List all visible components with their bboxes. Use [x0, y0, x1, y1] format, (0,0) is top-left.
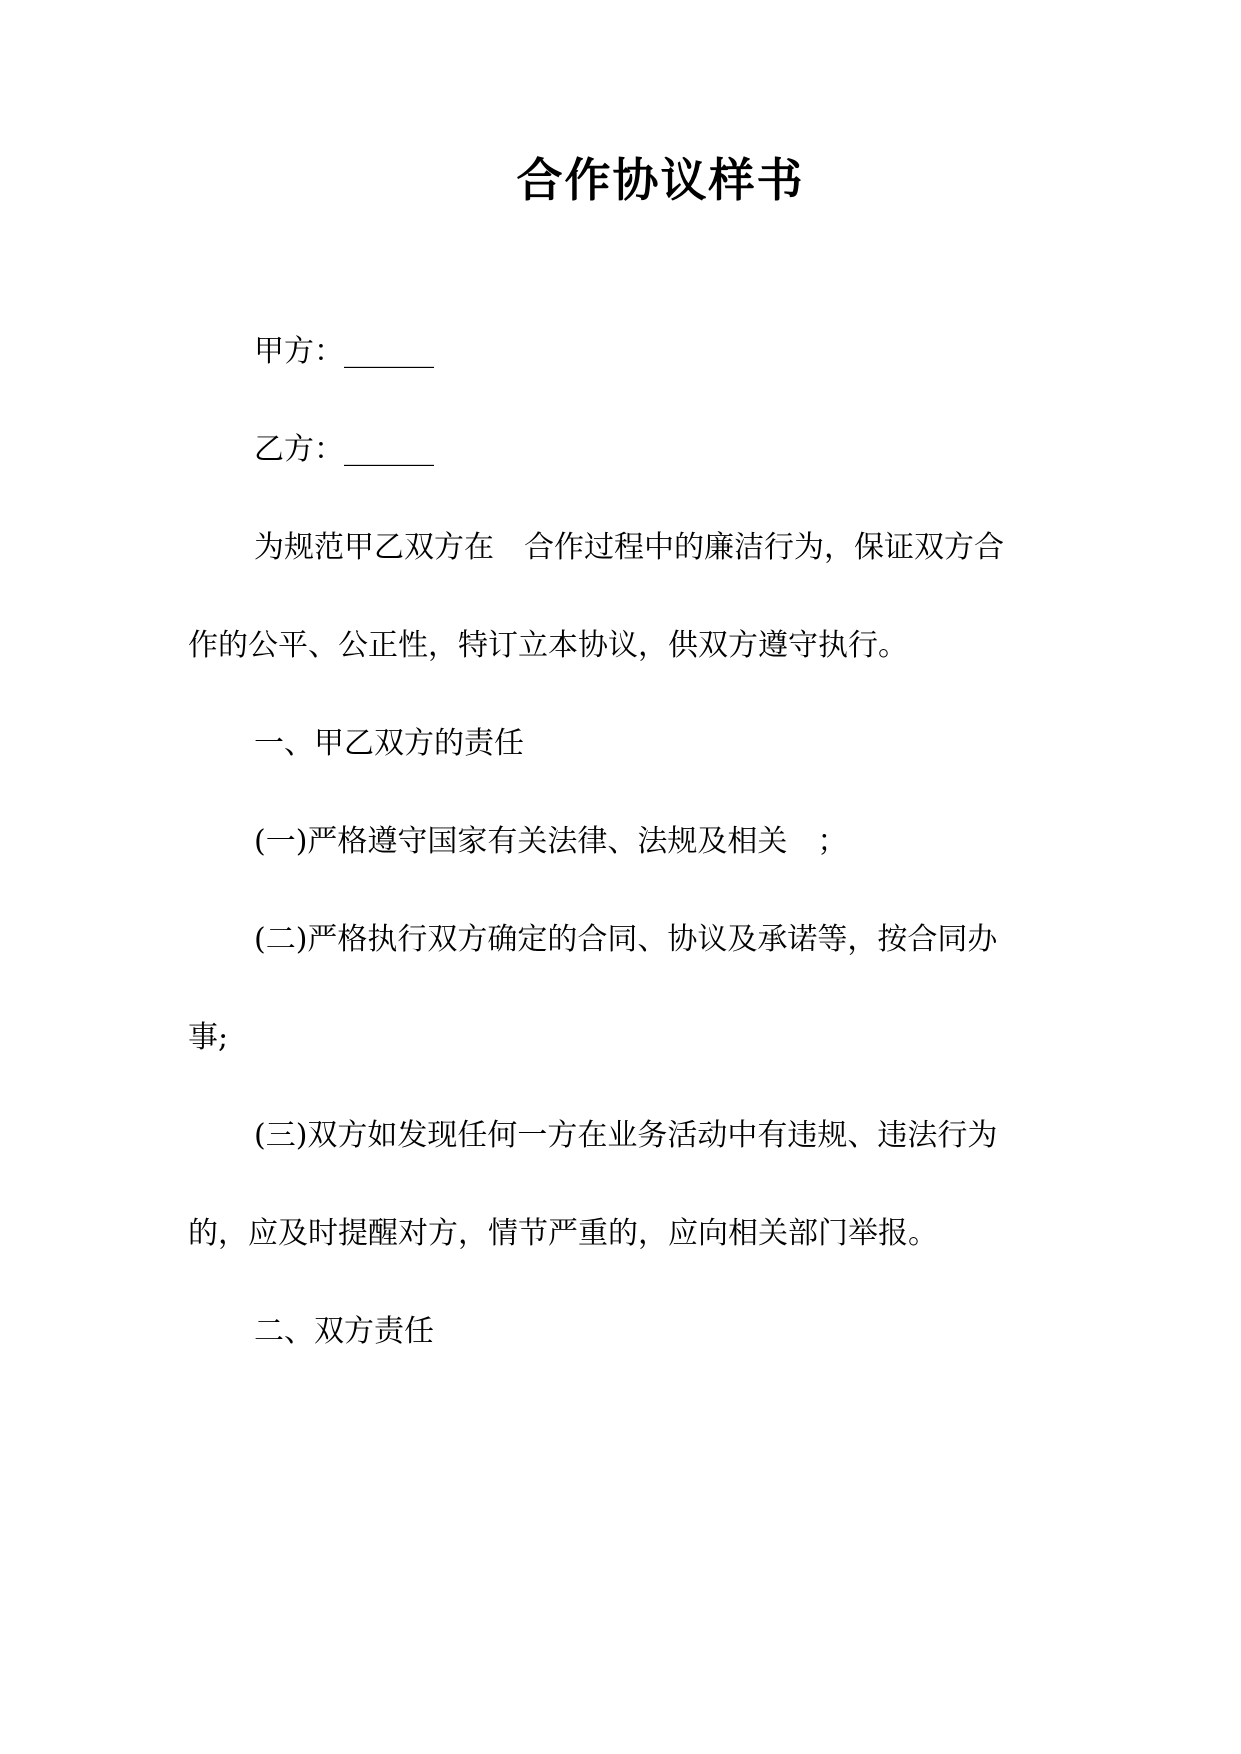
section-heading-2: 二、双方责任: [254, 1314, 434, 1349]
party-a-label: 甲方：: [254, 334, 344, 369]
clause-1: (一)严格遵守国家有关法律、法规及相关 ；: [254, 824, 848, 859]
intro-paragraph: 为规范甲乙双方在 合作过程中的廉洁行为，保证双方合作的公平、公正性，特订立本协议，供双方遵守执行。: [188, 530, 1004, 663]
party-b-label: 乙方：: [254, 432, 344, 467]
party-a-line: [188, 303, 1024, 401]
party-b-line: [188, 401, 1024, 499]
document-title: 合作协议样书: [516, 153, 805, 207]
clause-3: (三)双方如发现任何一方在业务活动中有违规、违法行为的，应及时提醒对方，情节严重的，应向相关部门举报。: [188, 1118, 998, 1251]
party-b-blank: ______: [344, 432, 434, 467]
document-body: [188, 303, 1024, 1381]
clause-2: (二)严格执行双方确定的合同、协议及承诺等，按合同办事;: [188, 922, 998, 1055]
section-heading-1: 一、甲乙双方的责任: [254, 726, 524, 761]
party-a-blank: ______: [344, 334, 434, 369]
